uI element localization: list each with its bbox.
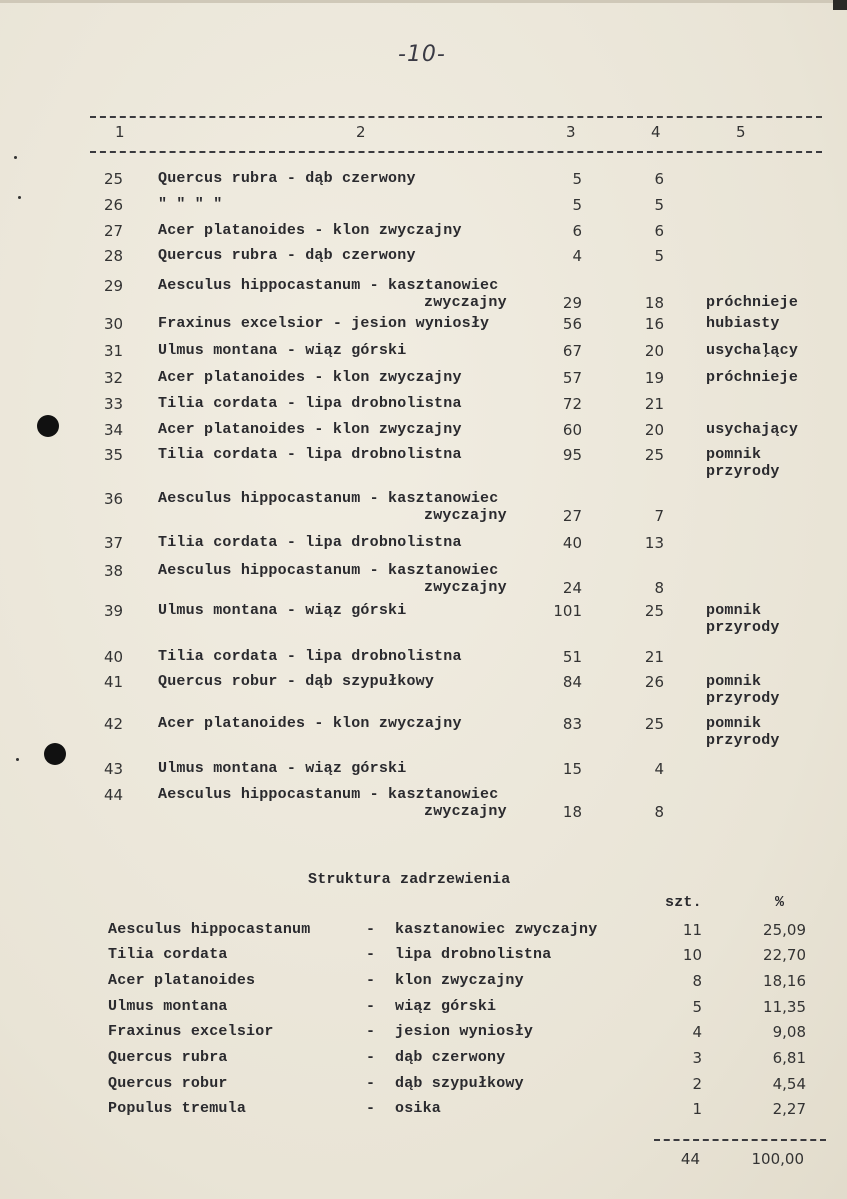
species-latin: Ulmus montana [108, 998, 228, 1015]
percent-value: 4,54 [772, 1075, 806, 1093]
percent-value: 11,35 [763, 998, 806, 1016]
table-top-rule [90, 116, 822, 118]
species-polish: lipa drobnolistna [395, 946, 552, 963]
species-polish: wiąz górski [395, 998, 497, 1015]
percent-value: 9,08 [772, 1023, 806, 1041]
height-value: 7 [654, 507, 664, 525]
row-number: 33 [104, 395, 124, 413]
species-name: Ulmus montana - wiąz górski [158, 602, 407, 619]
count-value: 1 [692, 1100, 702, 1118]
row-number: 27 [104, 222, 124, 240]
row-number: 40 [104, 648, 124, 666]
species-name-continued: zwyczajny [424, 294, 507, 311]
height-value: 20 [644, 342, 664, 360]
row-number: 26 [104, 196, 124, 214]
row-number: 30 [104, 315, 124, 333]
row-number: 28 [104, 247, 124, 265]
height-value: 25 [644, 602, 664, 620]
remarks: usychający [706, 421, 799, 438]
species-polish: dąb czerwony [395, 1049, 506, 1066]
species-name: Quercus rubra - dąb czerwony [158, 247, 416, 264]
species-name-continued: zwyczajny [424, 579, 507, 596]
species-name: Ulmus montana - wiąz górski [158, 760, 407, 777]
circumference-value: 67 [562, 342, 582, 360]
row-number: 34 [104, 421, 124, 439]
species-name: Tilia cordata - lipa drobnolistna [158, 446, 462, 463]
height-value: 18 [644, 294, 664, 312]
percent-value: 2,27 [772, 1100, 806, 1118]
circumference-value: 6 [572, 222, 582, 240]
count-value: 8 [692, 972, 702, 990]
count-value: 4 [692, 1023, 702, 1041]
species-name: Acer platanoides - klon zwyczajny [158, 715, 462, 732]
species-polish: kasztanowiec zwyczajny [395, 921, 598, 938]
row-number: 39 [104, 602, 124, 620]
height-value: 20 [644, 421, 664, 439]
count-value: 5 [692, 998, 702, 1016]
species-polish: osika [395, 1100, 442, 1117]
species-polish: dąb szypułkowy [395, 1075, 524, 1092]
paper-speck [16, 758, 19, 761]
separator-dash: - [366, 946, 376, 963]
remarks-continued: przyrody [706, 690, 780, 707]
percent-value: 18,16 [763, 972, 806, 990]
circumference-value: 29 [562, 294, 582, 312]
circumference-value: 83 [562, 715, 582, 733]
page-corner [833, 0, 847, 10]
row-number: 25 [104, 170, 124, 188]
remarks: usychaļący [706, 342, 799, 359]
species-latin: Quercus rubra [108, 1049, 228, 1066]
height-value: 13 [644, 534, 664, 552]
total-percent: 100,00 [751, 1150, 804, 1168]
separator-dash: - [366, 1049, 376, 1066]
page-number: -10- [398, 42, 446, 67]
row-number: 37 [104, 534, 124, 552]
remarks: pomnik [706, 673, 762, 690]
species-name: Acer platanoides - klon zwyczajny [158, 222, 462, 239]
separator-dash: - [366, 1075, 376, 1092]
species-latin: Tilia cordata [108, 946, 228, 963]
circumference-value: 4 [572, 247, 582, 265]
column-header: 3 [566, 123, 576, 141]
circumference-value: 40 [562, 534, 582, 552]
page-edge [0, 0, 847, 3]
column-header: 5 [736, 123, 746, 141]
remarks: hubiasty [706, 315, 780, 332]
row-number: 35 [104, 446, 124, 464]
separator-dash: - [366, 972, 376, 989]
row-number: 32 [104, 369, 124, 387]
table-header-rule [90, 151, 822, 153]
species-latin: Quercus robur [108, 1075, 228, 1092]
row-number: 36 [104, 490, 124, 508]
separator-dash: - [366, 998, 376, 1015]
species-name: Aesculus hippocastanum - kasztanowiec [158, 786, 499, 803]
species-name: Tilia cordata - lipa drobnolistna [158, 534, 462, 551]
remarks: pomnik [706, 602, 762, 619]
sum-rule [654, 1139, 826, 1141]
circumference-value: 72 [562, 395, 582, 413]
percent-value: 22,70 [763, 946, 806, 964]
column-header: 2 [356, 123, 366, 141]
structure-col-pct: % [775, 894, 785, 911]
height-value: 4 [654, 760, 664, 778]
circumference-value: 57 [562, 369, 582, 387]
circumference-value: 101 [553, 602, 582, 620]
circumference-value: 24 [562, 579, 582, 597]
species-polish: klon zwyczajny [395, 972, 524, 989]
species-name: Aesculus hippocastanum - kasztanowiec [158, 277, 499, 294]
circumference-value: 56 [562, 315, 582, 333]
species-name: Tilia cordata - lipa drobnolistna [158, 648, 462, 665]
row-number: 31 [104, 342, 124, 360]
row-number: 42 [104, 715, 124, 733]
species-name: Acer platanoides - klon zwyczajny [158, 369, 462, 386]
species-name: Quercus robur - dąb szypułkowy [158, 673, 435, 690]
count-value: 11 [682, 921, 702, 939]
species-name: Aesculus hippocastanum - kasztanowiec [158, 490, 499, 507]
row-number: 29 [104, 277, 124, 295]
height-value: 21 [644, 648, 664, 666]
punch-hole [37, 415, 59, 437]
species-name: Aesculus hippocastanum - kasztanowiec [158, 562, 499, 579]
total-count: 44 [680, 1150, 700, 1168]
count-value: 2 [692, 1075, 702, 1093]
percent-value: 25,09 [763, 921, 806, 939]
paper-speck [14, 156, 17, 159]
percent-value: 6,81 [772, 1049, 806, 1067]
circumference-value: 27 [562, 507, 582, 525]
species-latin: Populus tremula [108, 1100, 247, 1117]
species-name: " " " " [158, 196, 223, 213]
row-number: 41 [104, 673, 124, 691]
height-value: 8 [654, 803, 664, 821]
height-value: 5 [654, 247, 664, 265]
row-number: 43 [104, 760, 124, 778]
species-name-continued: zwyczajny [424, 507, 507, 524]
height-value: 19 [644, 369, 664, 387]
remarks: próchnieje [706, 294, 799, 311]
species-name: Ulmus montana - wiąz górski [158, 342, 407, 359]
circumference-value: 5 [572, 170, 582, 188]
species-latin: Acer platanoides [108, 972, 256, 989]
species-latin: Fraxinus excelsior [108, 1023, 274, 1040]
row-number: 44 [104, 786, 124, 804]
height-value: 16 [644, 315, 664, 333]
species-name: Acer platanoides - klon zwyczajny [158, 421, 462, 438]
circumference-value: 51 [562, 648, 582, 666]
structure-title: Struktura zadrzewienia [308, 871, 511, 888]
circumference-value: 84 [562, 673, 582, 691]
remarks: próchnieje [706, 369, 799, 386]
species-latin: Aesculus hippocastanum [108, 921, 311, 938]
remarks-continued: przyrody [706, 463, 780, 480]
column-header: 4 [651, 123, 661, 141]
count-value: 10 [682, 946, 702, 964]
remarks: pomnik [706, 715, 762, 732]
circumference-value: 60 [562, 421, 582, 439]
species-name-continued: zwyczajny [424, 803, 507, 820]
separator-dash: - [366, 1100, 376, 1117]
species-name: Fraxinus excelsior - jesion wyniosły [158, 315, 490, 332]
height-value: 8 [654, 579, 664, 597]
circumference-value: 95 [562, 446, 582, 464]
height-value: 25 [644, 446, 664, 464]
height-value: 6 [654, 222, 664, 240]
column-header: 1 [115, 123, 125, 141]
paper-speck [18, 196, 21, 199]
height-value: 25 [644, 715, 664, 733]
circumference-value: 18 [562, 803, 582, 821]
count-value: 3 [692, 1049, 702, 1067]
height-value: 5 [654, 196, 664, 214]
structure-col-szt: szt. [665, 894, 702, 911]
height-value: 21 [644, 395, 664, 413]
species-polish: jesion wyniosły [395, 1023, 534, 1040]
circumference-value: 15 [562, 760, 582, 778]
species-name: Quercus rubra - dąb czerwony [158, 170, 416, 187]
height-value: 26 [644, 673, 664, 691]
remarks-continued: przyrody [706, 732, 780, 749]
row-number: 38 [104, 562, 124, 580]
punch-hole [44, 743, 66, 765]
separator-dash: - [366, 1023, 376, 1040]
circumference-value: 5 [572, 196, 582, 214]
height-value: 6 [654, 170, 664, 188]
remarks-continued: przyrody [706, 619, 780, 636]
species-name: Tilia cordata - lipa drobnolistna [158, 395, 462, 412]
remarks: pomnik [706, 446, 762, 463]
separator-dash: - [366, 921, 376, 938]
